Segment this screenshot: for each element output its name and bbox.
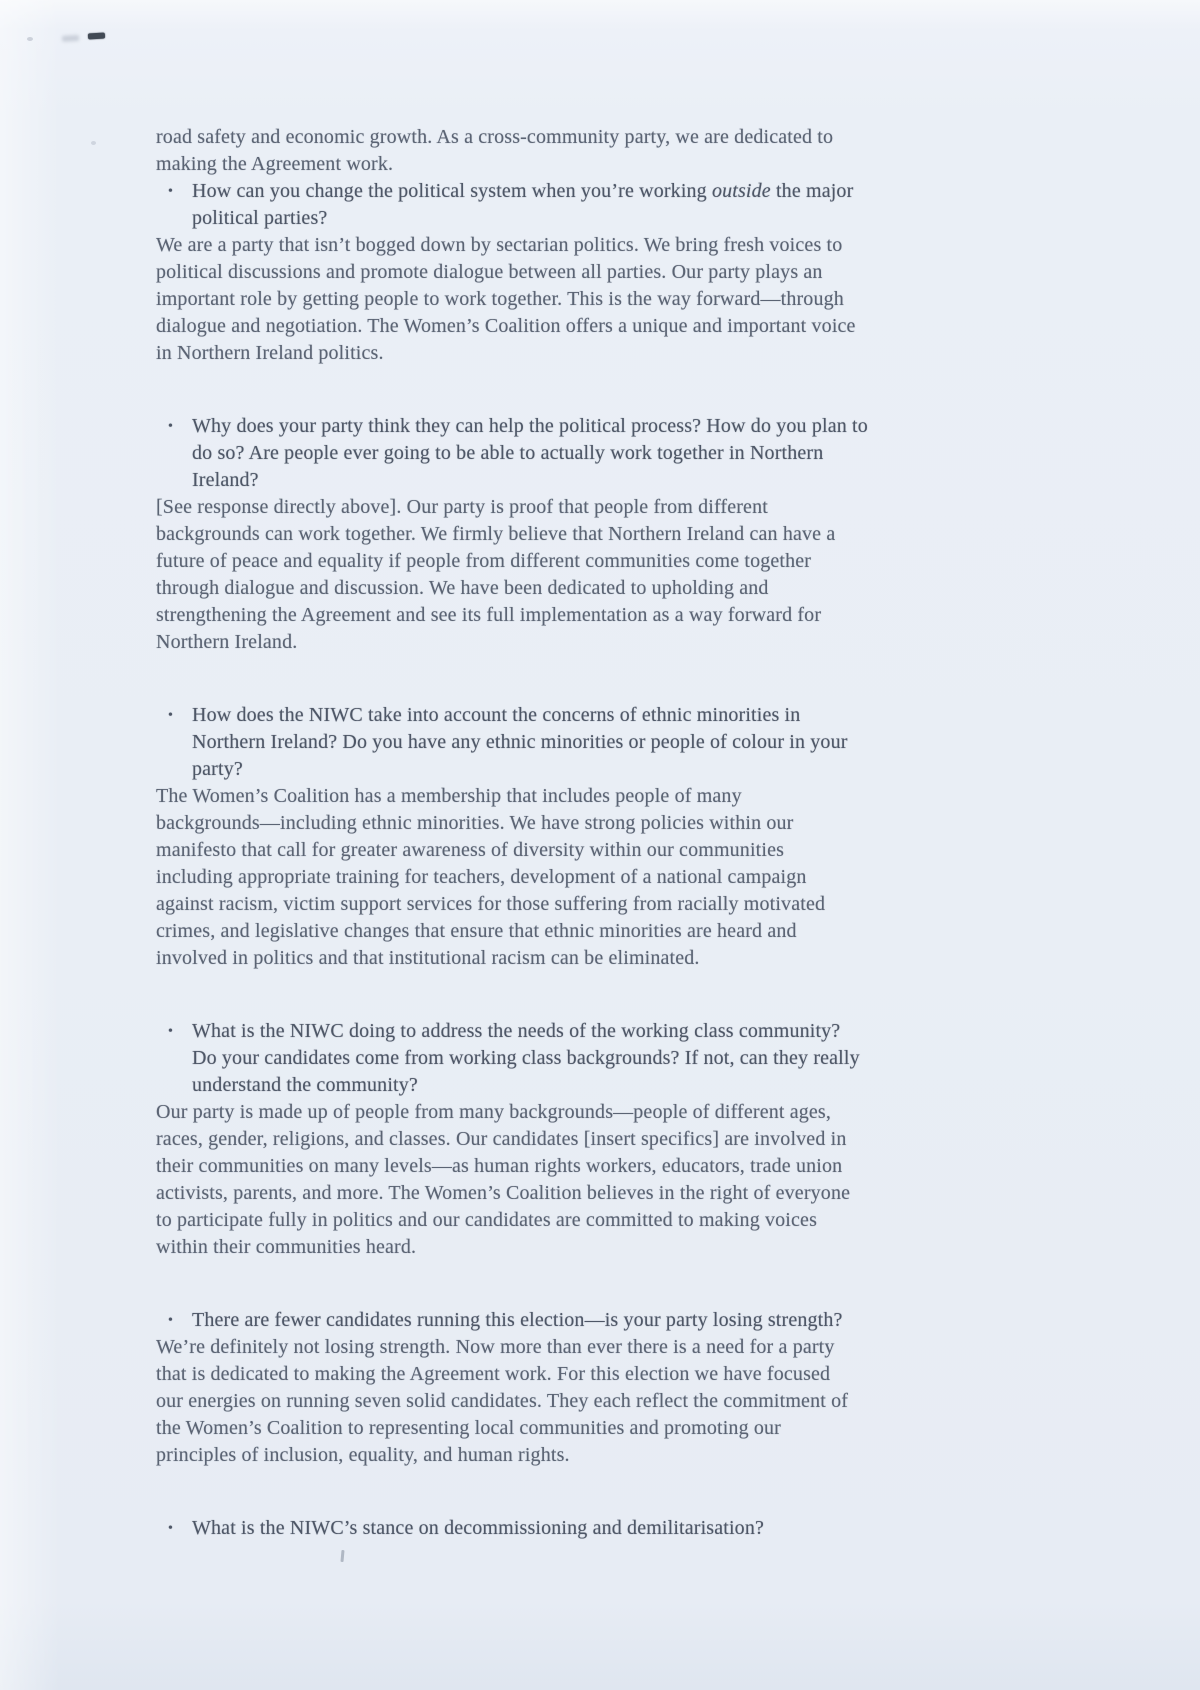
question-text-line: What is the NIWC doing to address the needs of the working class community? [192, 1020, 841, 1042]
question-text-line: party? [192, 758, 243, 780]
answer-text-line: important role by getting people to work together. This is the way forward—through [156, 288, 844, 310]
answer-paragraph [156, 232, 1016, 367]
bullet-icon: • [168, 184, 174, 199]
answer-text-line: dialogue and negotiation. The Women’s Coalition offers a unique and important voice [156, 315, 856, 337]
scan-artifact-tick [340, 1550, 344, 1562]
answer-paragraph [156, 783, 1016, 972]
answer-text-line: in Northern Ireland politics. [156, 342, 384, 364]
answer-text-line: backgrounds can work together. We firmly believe that Northern Ireland can have a [156, 523, 836, 545]
question-text-line: Northern Ireland? Do you have any ethnic minorities or people of colour in your [192, 731, 848, 753]
bullet-icon: • [168, 1521, 174, 1536]
question-bullet-item [156, 413, 1016, 494]
answer-text-line: races, gender, religions, and classes. Our candidates [insert specifics] are involved in [156, 1128, 847, 1150]
answer-text-line: The Women’s Coalition has a membership that includes people of many [156, 785, 742, 807]
question-text-line: Ireland? [192, 469, 259, 491]
bullet-icon: • [168, 419, 174, 434]
question-text-line: What is the NIWC’s stance on decommissioning and demilitarisation? [192, 1517, 764, 1539]
scan-edge-highlight [0, 0, 60, 1690]
answer-text-line: We are a party that isn’t bogged down by sectarian politics. We bring fresh voices to [156, 234, 843, 256]
question-text-line: Do your candidates come from working class backgrounds? If not, can they really [192, 1047, 860, 1069]
answer-text-line: including appropriate training for teachers, development of a national campaign [156, 866, 807, 888]
answer-text-line: that is dedicated to making the Agreement work. For this election we have focused [156, 1363, 831, 1385]
question-text-line: How does the NIWC take into account the concerns of ethnic minorities in [192, 704, 801, 726]
question-text [192, 1018, 860, 1099]
question-bullet-item [156, 1515, 1016, 1542]
scan-artifact-speck [27, 37, 33, 41]
answer-paragraph [156, 1334, 1016, 1469]
answer-paragraph [156, 1099, 1016, 1261]
question-text-line: There are fewer candidates running this election—is your party losing strength? [192, 1309, 843, 1331]
answer-text-line: involved in politics and that institutional racism can be eliminated. [156, 947, 700, 969]
answer-text-line: future of peace and equality if people from different communities come together [156, 550, 812, 572]
answer-text-line: road safety and economic growth. As a cross-community party, we are dedicated to [156, 126, 834, 148]
answer-text-line: crimes, and legislative changes that ensure that ethnic minorities are heard and [156, 920, 797, 942]
answer-text-line: through dialogue and discussion. We have been dedicated to upholding and [156, 577, 769, 599]
question-text-line: do so? Are people ever going to be able to actually work together in Northern [192, 442, 824, 464]
answer-text-line: Northern Ireland. [156, 631, 298, 653]
scan-artifact-dash [88, 33, 105, 40]
answer-text-line: principles of inclusion, equality, and human rights. [156, 1444, 570, 1466]
italic-word: outside [711, 180, 771, 202]
answer-text-line: our energies on running seven solid candidates. They each reflect the commitment of [156, 1390, 849, 1412]
answer-text-line: We’re definitely not losing strength. Now more than ever there is a need for a party [156, 1336, 835, 1358]
question-text [192, 178, 853, 232]
question-text [192, 1515, 764, 1542]
question-text-line: understand the community? [192, 1074, 418, 1096]
question-bullet-item [156, 1307, 1016, 1334]
question-text-line: Why does your party think they can help the political process? How do you plan to [192, 415, 868, 437]
answer-text-line: strengthening the Agreement and see its full implementation as a way forward for [156, 604, 822, 626]
answer-paragraph [156, 494, 1016, 656]
answer-text-line: against racism, victim support services for those suffering from racially motivated [156, 893, 826, 915]
answer-text-line: within their communities heard. [156, 1236, 417, 1258]
question-text-line: How can you change the political system when you’re working outside the major [192, 180, 854, 202]
question-bullet-item [156, 1018, 1016, 1099]
question-bullet-item [156, 178, 1016, 232]
answer-text-line: political discussions and promote dialogue between all parties. Our party plays an [156, 261, 823, 283]
bullet-icon: • [168, 1024, 174, 1039]
answer-text-line: manifesto that call for greater awareness of diversity within our communities [156, 839, 785, 861]
bullet-icon: • [168, 708, 174, 723]
question-text [192, 1307, 843, 1334]
continuation-paragraph [156, 124, 1016, 178]
question-bullet-item [156, 702, 1016, 783]
document-text-column [156, 124, 1016, 1542]
answer-text-line: their communities on many levels—as human rights workers, educators, trade union [156, 1155, 843, 1177]
scan-artifact-speck [91, 141, 96, 145]
answer-text-line: activists, parents, and more. The Women’s Coalition believes in the right of everyone [156, 1182, 851, 1204]
answer-text-line: [See response directly above]. Our party is proof that people from different [156, 496, 768, 518]
answer-text-line: to participate fully in politics and our candidates are committed to making voices [156, 1209, 818, 1231]
answer-text-line: Our party is made up of people from many backgrounds—people of different ages, [156, 1101, 832, 1123]
answer-text-line: backgrounds—including ethnic minorities. We have strong policies within our [156, 812, 794, 834]
question-text [192, 413, 868, 494]
answer-text-line: the Women’s Coalition to representing local communities and promoting our [156, 1417, 781, 1439]
bullet-icon: • [168, 1313, 174, 1328]
answer-text-line: making the Agreement work. [156, 153, 394, 175]
question-text-line: political parties? [192, 207, 328, 229]
question-text [192, 702, 848, 783]
